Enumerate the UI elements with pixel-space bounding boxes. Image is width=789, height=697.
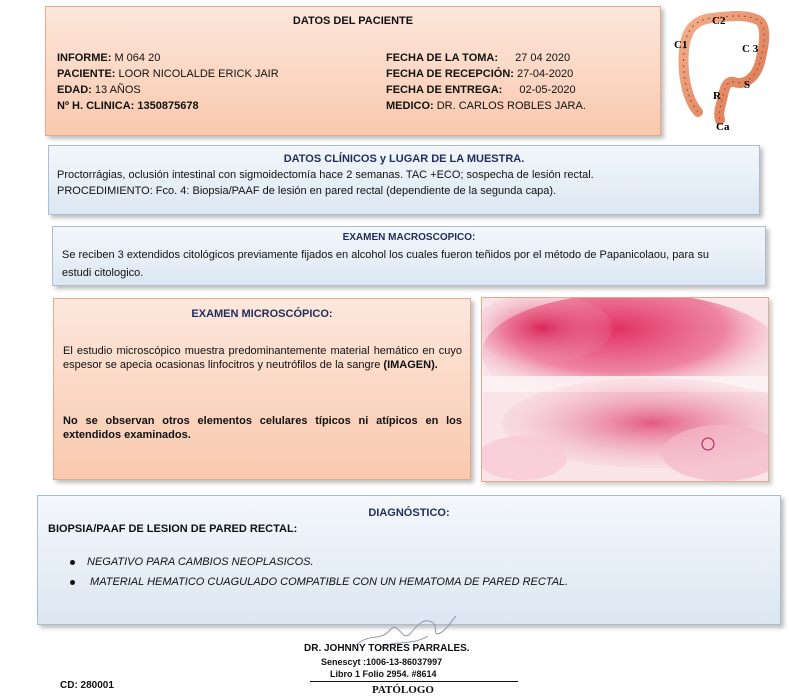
clinical-data-panel [48,145,760,215]
medico-value: DR. CARLOS ROBLES JARA. [436,100,586,112]
recepcion-label: FECHA DE RECEPCIÓN: [386,68,514,80]
microscopic-title: EXAMEN MICROSCÓPICO: [191,308,333,320]
clinical-text-2: PROCEDIMIENTO: Fco. 4: Biopsia/PAAF de lesión en pared rectal (dependiente de la segunda capa). [57,185,557,197]
macroscopic-title: EXAMEN MACROSCOPICO: [342,232,476,243]
diagnosis-panel [37,495,781,625]
toma-value: 27 04 2020 [515,52,571,64]
clinical-text-1: Proctorrágias, oclusión intestinal con sigmoidectomía hace 2 semanas. TAC +ECO; sospecha de lesión rectal. [57,169,594,181]
signature-line [310,681,518,682]
signature-libro: Libro 1 Folio 2954. #8614 [330,669,437,679]
paciente-label: PACIENTE: [57,68,116,80]
diagnosis-item-2 [70,576,568,588]
microscopic-text-2: No se observan otros elementos celulares típicos ni atípicos en los extendidos examinados. [63,415,462,441]
toma-row [386,52,570,64]
colon-label-s: S [744,79,751,91]
recepcion-row [386,68,573,80]
patient-data-panel [45,6,661,136]
colon-label-c2: C2 [712,15,726,27]
macroscopic-text: Se reciben 3 extendidos citológicos previamente fijados en alcohol los cuales fueron teñidos por el método de Papanicolaou, para su estudi citologico. [62,249,709,279]
entrega-row [386,84,576,96]
bullet-icon [70,580,75,585]
microscopic-text-1 [63,344,462,372]
clinical-data-title: DATOS CLÍNICOS y LUGAR DE LA MUESTRA. [283,153,525,165]
microscopy-stain-icon [482,298,769,482]
informe-label: INFORME: [57,52,112,64]
entrega-value: 02-05-2020 [519,84,576,96]
diagnosis-item-1 [70,556,314,568]
entrega-label: FECHA DE ENTREGA: [386,84,503,96]
diagnosis-item-2-text: MATERIAL HEMATICO CUAGULADO COMPATIBLE CON UN HEMATOMA DE PARED RECTAL. [87,576,569,588]
medico-row [386,100,586,112]
edad-row [57,84,141,96]
toma-label: FECHA DE LA TOMA: [386,52,499,64]
diagnosis-title: DIAGNÓSTICO: [368,507,450,519]
medico-label: MEDICO: [386,100,434,112]
hclinica-value: 1350875678 [137,100,199,112]
signature-name: DR. JOHNNY TORRES PARRALES. [304,643,470,654]
informe-row [57,52,160,64]
microscopic-text-1-bold: (IMAGEN). [383,359,438,371]
colon-label-ca: Ca [716,121,730,133]
macroscopic-panel [52,226,766,286]
microscopy-image [481,297,769,482]
microscopic-panel [53,298,471,480]
signature-senescyt: Senescyt :1006-13-86037997 [321,657,443,667]
paciente-row [57,68,279,80]
colon-diagram-icon [668,2,783,134]
edad-label: EDAD: [57,84,92,96]
informe-value: M 064 20 [114,52,161,64]
colon-diagram [668,2,783,134]
hclinica-label: Nº H. CLINICA: [57,100,135,112]
microscopic-text-1-main: El estudio microscópico muestra predominantemente material hemático en cuyo espesor se apecia ocasionas linfocitros y neutrófilos de la sangre [63,345,462,371]
colon-label-r: R [713,90,721,102]
recepcion-value: 27-04-2020 [517,68,574,80]
edad-value: 13 AÑOS [94,84,141,96]
signature-role: PATÓLOGO [372,684,434,696]
cd-code: CD: 280001 [60,680,114,691]
colon-label-c1: C1 [674,39,688,51]
bullet-icon [70,560,75,565]
hclinica-row [57,100,199,112]
diagnosis-item-1-text: NEGATIVO PARA CAMBIOS NEOPLASICOS. [87,556,314,568]
patient-data-title: DATOS DEL PACIENTE [292,15,414,27]
diagnosis-heading: BIOPSIA/PAAF DE LESION DE PARED RECTAL: [48,523,298,535]
colon-label-c3: C 3 [742,43,759,55]
paciente-value: LOOR NICOLALDE ERICK JAIR [118,68,279,80]
